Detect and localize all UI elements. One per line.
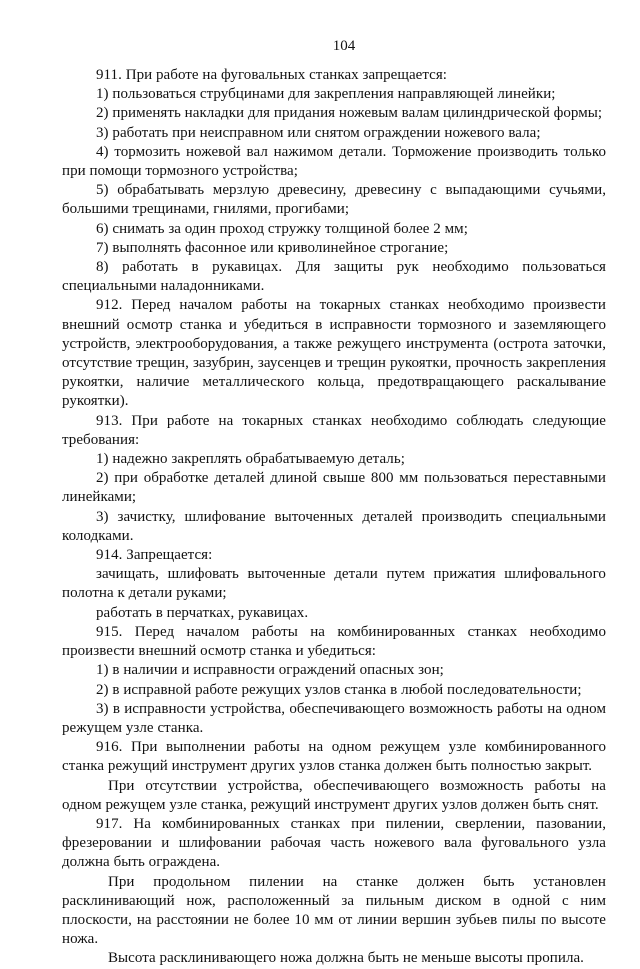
paragraph: При отсутствии устройства, обеспечивающего возможность работы на одном режущем узле станка, режущий инструмент других узлов должен быть снят. (62, 777, 606, 813)
list-item: 7) выполнять фасонное или криволинейное строгание; (96, 239, 449, 256)
paragraph: 917. На комбинированных станках при пилении, сверлении, пазовании, фрезеровании и шлифовании рабочая часть ножевого вала фуговального узла должна быть ограждена. (62, 815, 606, 871)
paragraph: Высота расклинивающего ножа должна быть не меньше высоты пропила. (108, 950, 584, 967)
list-item: 1) надежно закреплять обрабатываемую деталь; (96, 451, 405, 468)
paragraph: 915. Перед началом работы на комбинированных станках необходимо произвести внешний осмотр станка и убедиться: (62, 623, 606, 660)
list-item: 3) в исправности устройства, обеспечивающего возможность работы на одном режущем узле станка. (62, 700, 606, 736)
list-item: 3) зачистку, шлифование выточенных деталей производить специальными колодками. (62, 508, 606, 544)
list-item: 8) работать в рукавицах. Для защиты рук необходимо пользоваться специальными наладонниками. (62, 259, 606, 295)
page-number: 104 (332, 38, 356, 54)
list-item: 1) пользоваться струбцинами для закрепления направляющей линейки; (96, 86, 556, 103)
paragraph: 916. При выполнении работы на одном режущем узле комбинированного станка режущий инструмент других узлов станка должен быть полностью закрыт. (62, 739, 606, 775)
list-item: 2) при обработке деталей длиной свыше 800 мм пользоваться переставными линейками; (62, 470, 606, 506)
paragraph: 911. При работе на фуговальных станках запрещается: (96, 67, 448, 83)
list-item: 3) работать при неисправном или снятом ограждении ножевого вала; (96, 124, 541, 141)
document-body (62, 66, 606, 969)
list-item: 1) в наличии и исправности ограждений опасных зон; (96, 662, 444, 679)
list-item: 2) применять накладки для придания ножевым валам цилиндрической формы; (96, 105, 603, 122)
list-item: 2) в исправной работе режущих узлов станка в любой последовательности; (96, 681, 582, 698)
paragraph: 913. При работе на токарных станках необходимо соблюдать следующие требования: (62, 412, 606, 448)
list-item: зачищать, шлифовать выточенные детали путем прижатия шлифовального полотна к детали руками; (62, 566, 606, 602)
list-item: 6) снимать за один проход стружку толщиной более 2 мм; (96, 220, 468, 237)
list-item: 4) тормозить ножевой вал нажимом детали. Торможение производить только при помощи тормозного устройства; (62, 143, 606, 180)
paragraph: 914. Запрещается: (96, 547, 213, 564)
paragraph: При продольном пилении на станке должен быть установлен расклинивающий нож, расположенный за пильным диском в одной с ним плоскости, на расстоянии не более 10 мм от линии вершин зубьев пилы по высоте ножа. (62, 873, 606, 948)
list-item: работать в перчатках, рукавицах. (96, 604, 309, 621)
paragraph: 912. Перед началом работы на токарных станках необходимо произвести внешний осмотр станка и убедиться в исправности тормозного и заземляющего устройств, электрооборудования, а также режущего инструмента (острота заточки, отсутствие трещин, зазубрин, заусенцев и трещин рукоятки, прочность закрепления рукоятки, наличие металлического кольца, предотвращающего раскалывание рукоятки). (62, 297, 606, 410)
list-item: 5) обрабатывать мерзлую древесину, древесину с выпадающими сучьями, большими трещинами, гнилями, прогибами; (62, 182, 606, 218)
